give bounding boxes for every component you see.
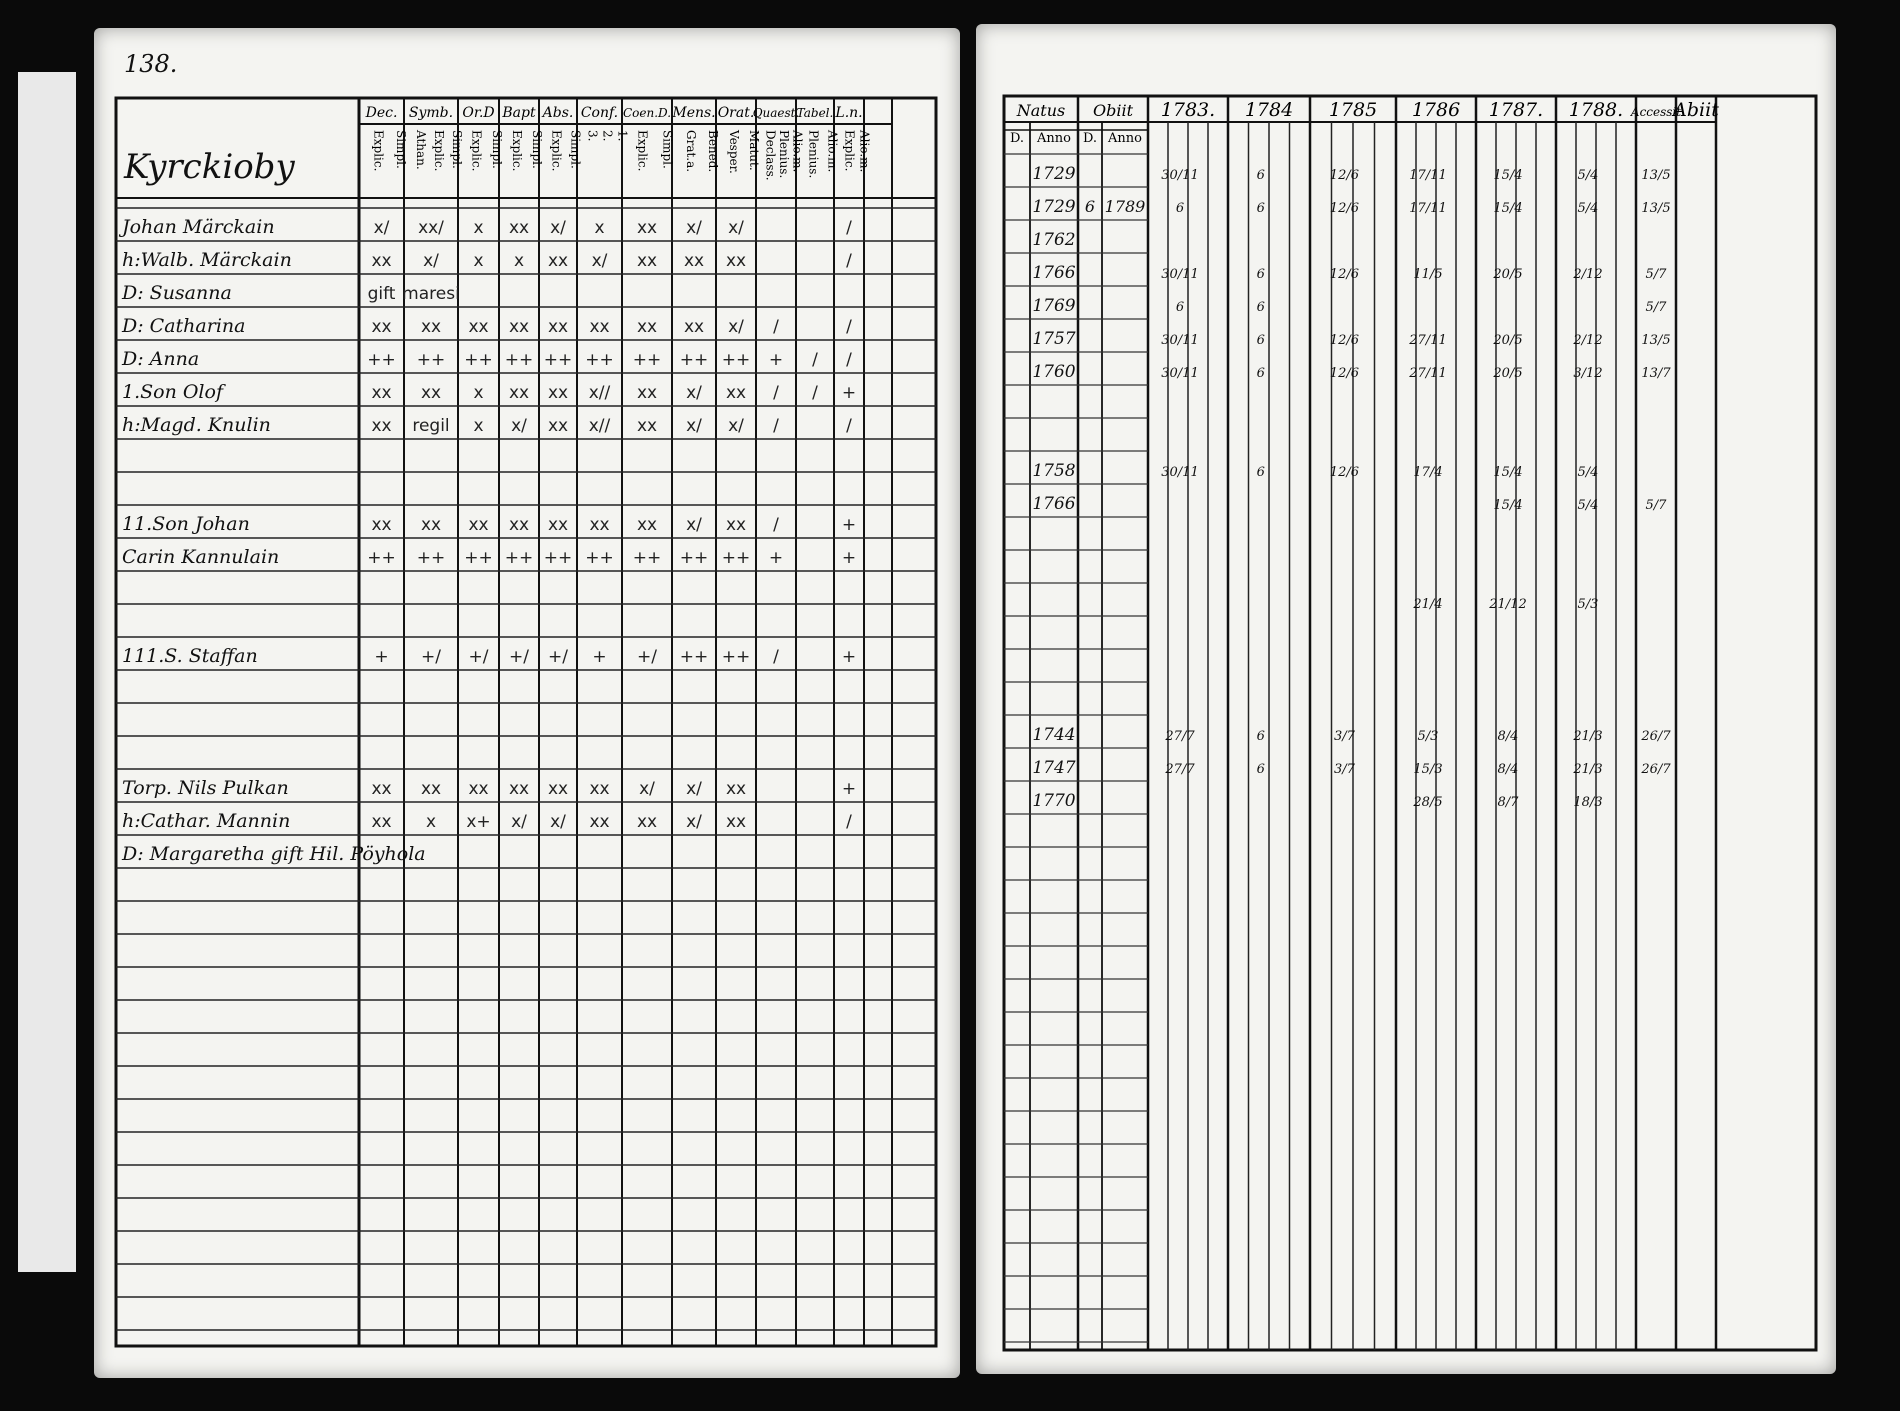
communion-date: 27/7 (1165, 762, 1195, 777)
catechism-mark: x (425, 812, 437, 832)
column-subheader: Alio.m. (825, 130, 840, 173)
communion-date: 12/6 (1329, 267, 1360, 282)
accessit-date: 5/7 (1645, 498, 1667, 513)
column-header: 1783. (1160, 99, 1216, 121)
catechism-mark: xx (683, 317, 705, 337)
communion-date: 27/11 (1409, 333, 1447, 348)
column-subheader: Simpl. (393, 130, 408, 169)
catechism-mark: xx (725, 779, 747, 799)
catechism-mark: ++ (464, 350, 493, 370)
communion-date: 6 (1175, 300, 1185, 315)
person-name: h:Magd. Knulin (122, 414, 271, 436)
communion-date: 30/11 (1161, 168, 1199, 183)
column-subheader: 3. (585, 130, 600, 142)
person-name: D: Susanna (122, 282, 232, 304)
communion-date: 11/5 (1413, 267, 1443, 282)
person-name: 1.Son Olof (122, 381, 223, 403)
accessit-date: 26/7 (1641, 729, 1671, 744)
catechism-mark: / (812, 383, 818, 403)
column-header: Orat. (717, 105, 755, 121)
birth-year: 1757 (1032, 329, 1076, 349)
catechism-mark: ++ (632, 548, 662, 568)
column-subheader: Explic. (549, 130, 564, 172)
column-header: Abiit (1673, 99, 1719, 121)
column-subheader: Anno (1108, 131, 1142, 146)
accessit-date: 13/5 (1641, 168, 1671, 183)
communion-date: 28/5 (1413, 795, 1443, 810)
catechism-mark: xx (636, 317, 658, 337)
page-number: 138. (124, 50, 178, 78)
catechism-mark: + (768, 350, 784, 370)
catechism-mark: + (768, 548, 784, 568)
column-header: Abs. (542, 105, 574, 121)
column-subheader: Explic. (469, 130, 484, 172)
catechism-mark: xx (725, 515, 747, 535)
communion-date: 20/5 (1493, 366, 1523, 381)
column-subheader: Simpl. (450, 130, 464, 169)
communion-date: 8/4 (1497, 729, 1519, 744)
catechism-mark: xx (468, 779, 489, 799)
catechism-mark: ++ (721, 647, 751, 667)
catechism-mark: xx (589, 779, 610, 799)
death-day: 6 (1084, 197, 1096, 216)
catechism-mark: xx (508, 218, 530, 238)
catechism-mark: ++ (504, 350, 534, 370)
catechism-mark: xx (636, 812, 658, 832)
column-subheader: Explic. (635, 130, 650, 172)
catechism-mark: / (846, 317, 852, 337)
catechism-mark: ++ (721, 548, 751, 568)
catechism-mark: x/ (686, 416, 702, 436)
catechism-mark: xx (636, 218, 658, 238)
column-subheader: Simpl. (530, 130, 544, 169)
catechism-mark: xx (371, 812, 392, 832)
catechism-mark: xx (508, 779, 530, 799)
catechism-mark: x/ (728, 416, 744, 436)
catechism-mark: +/ (509, 647, 529, 667)
column-subheader: Vesper. (727, 130, 741, 174)
catechism-mark: ++ (367, 548, 396, 568)
background-strip (18, 72, 76, 1272)
catechism-mark: x/ (686, 515, 702, 535)
person-name: Carin Kannulain (122, 546, 280, 568)
catechism-mark: ++ (679, 350, 709, 370)
communion-date: 17/4 (1413, 465, 1443, 480)
communion-date: 21/4 (1413, 597, 1443, 612)
column-header: 1786 (1411, 99, 1461, 121)
column-subheader: Simpl. (489, 130, 504, 169)
communion-date: 6 (1256, 333, 1265, 348)
catechism-mark: x/ (591, 251, 608, 271)
table-border (1004, 96, 1816, 1350)
right-page (976, 24, 1836, 1374)
catechism-mark: ++ (543, 350, 573, 370)
communion-date: 15/4 (1493, 465, 1523, 480)
catechism-mark: x/ (639, 779, 655, 799)
person-name: D: Anna (122, 348, 200, 370)
accessit-date: 26/7 (1641, 762, 1671, 777)
catechism-mark: x/ (686, 383, 702, 403)
column-subheader: Plenius. (806, 130, 821, 179)
communion-date: 30/11 (1161, 267, 1199, 282)
communion-date: 8/7 (1497, 795, 1519, 810)
catechism-mark: ++ (632, 350, 662, 370)
column-header: Or.D (462, 105, 495, 121)
catechism-mark: x/ (686, 812, 702, 832)
catechism-mark: xx (589, 317, 610, 337)
column-header: Conf. (580, 105, 619, 121)
catechism-mark: xx (547, 383, 569, 403)
communion-date: 3/7 (1333, 762, 1355, 777)
catechism-mark: / (846, 218, 852, 238)
catechism-mark: ++ (585, 548, 614, 568)
catechism-mark: xx (547, 416, 569, 436)
column-header: Coen.D. (622, 106, 672, 120)
catechism-mark: x/ (686, 218, 702, 238)
catechism-mark: + (841, 548, 857, 568)
column-header: 1785 (1328, 99, 1378, 121)
column-subheader: Plenius. (777, 130, 791, 179)
communion-date: 12/6 (1329, 168, 1360, 183)
communion-date: 2/12 (1573, 333, 1603, 348)
communion-date: 15/3 (1413, 762, 1443, 777)
catechism-mark: xx (636, 251, 658, 271)
catechism-mark: x/ (686, 779, 702, 799)
catechism-mark: maresi (402, 284, 460, 304)
catechism-mark: xx (725, 812, 747, 832)
communion-date: 30/11 (1161, 465, 1199, 480)
communion-date: 6 (1256, 465, 1265, 480)
catechism-mark: +/ (637, 647, 657, 667)
catechism-mark: / (846, 416, 852, 436)
catechism-mark: x/ (728, 317, 744, 337)
column-header: Accessit (1630, 105, 1682, 119)
column-subheader: Alio.m. (857, 130, 872, 173)
accessit-date: 13/5 (1641, 201, 1671, 216)
catechism-mark: xx (547, 251, 569, 271)
communion-date: 6 (1256, 762, 1265, 777)
column-subheader: Simpl. (568, 130, 583, 169)
birth-year: 1747 (1032, 758, 1076, 778)
catechism-mark: xx (683, 251, 705, 271)
catechism-mark: + (841, 647, 857, 667)
catechism-mark: xx (547, 317, 569, 337)
catechism-mark: xx (420, 317, 442, 337)
catechism-mark: xx (371, 779, 392, 799)
birth-year: 1758 (1032, 461, 1076, 481)
column-header: Natus (1016, 101, 1066, 120)
catechism-mark: xx (547, 515, 569, 535)
communion-date: 12/6 (1329, 201, 1360, 216)
communion-date: 17/11 (1409, 168, 1447, 183)
communion-date: 3/12 (1573, 366, 1603, 381)
catechism-mark: x+ (466, 812, 491, 832)
communion-date: 5/4 (1577, 498, 1599, 513)
catechism-mark: xx (371, 251, 392, 271)
person-name: D: Catharina (122, 315, 246, 337)
column-header: Tabel. (796, 106, 834, 120)
catechism-mark: x (513, 251, 525, 271)
catechism-mark: xx (589, 812, 610, 832)
communion-date: 12/6 (1329, 366, 1360, 381)
catechism-mark: + (841, 383, 857, 403)
column-subheader: Bened. (706, 130, 720, 173)
communion-date: 15/4 (1493, 201, 1523, 216)
catechism-mark: / (812, 350, 818, 370)
communion-date: 6 (1256, 300, 1265, 315)
catechism-mark: xx (420, 779, 442, 799)
birth-year: 1729 (1032, 164, 1076, 184)
column-header: 1788. (1568, 99, 1624, 121)
catechism-mark: +/ (468, 647, 489, 667)
communion-date: 21/3 (1573, 729, 1603, 744)
communion-date: 20/5 (1493, 267, 1523, 282)
catechism-mark: xx (468, 515, 489, 535)
catechism-mark: xx (725, 383, 747, 403)
accessit-date: 5/7 (1645, 300, 1667, 315)
person-name: Torp. Nils Pulkan (122, 777, 289, 799)
communion-date: 5/4 (1577, 465, 1599, 480)
catechism-mark: / (773, 416, 779, 436)
catechism-mark: + (374, 647, 389, 667)
left-register-table (94, 28, 960, 1378)
catechism-mark: xx (468, 317, 489, 337)
birth-year: 1729 (1032, 197, 1076, 217)
catechism-mark: gift (367, 284, 396, 304)
communion-date: 8/4 (1497, 762, 1519, 777)
person-name: D: Margaretha gift Hil. Pöyhola (122, 843, 426, 865)
person-name: h:Cathar. Mannin (122, 810, 291, 832)
catechism-mark: xx (725, 251, 747, 271)
catechism-mark: ++ (367, 350, 396, 370)
communion-date: 3/7 (1333, 729, 1355, 744)
catechism-mark: ++ (416, 548, 446, 568)
catechism-mark: x/ (728, 218, 744, 238)
column-subheader: Declass. (763, 130, 778, 181)
catechism-mark: / (773, 383, 779, 403)
catechism-mark: xx/ (418, 218, 444, 238)
column-header: Dec. (365, 105, 398, 121)
accessit-date: 5/7 (1645, 267, 1667, 282)
person-name: h:Walb. Märckain (122, 249, 292, 271)
communion-date: 15/4 (1493, 168, 1523, 183)
catechism-mark: ++ (585, 350, 614, 370)
communion-date: 15/4 (1493, 498, 1523, 513)
catechism-mark: / (773, 647, 779, 667)
person-name: Johan Märckain (122, 216, 275, 238)
column-subheader: 2. (600, 130, 615, 142)
communion-date: 12/6 (1329, 465, 1360, 480)
column-subheader: Explic. (842, 130, 857, 172)
column-subheader: Athan. (414, 130, 428, 170)
catechism-mark: x// (588, 416, 611, 436)
catechism-mark: + (841, 515, 857, 535)
column-header: Mens. (672, 105, 716, 121)
catechism-mark: +/ (548, 647, 568, 667)
catechism-mark: xx (636, 383, 658, 403)
column-header: Quaest. (752, 106, 800, 120)
catechism-mark: xx (371, 515, 392, 535)
column-header: L.n. (835, 105, 863, 121)
communion-date: 30/11 (1161, 333, 1199, 348)
catechism-mark: xx (371, 416, 392, 436)
column-subheader: Explic. (432, 130, 446, 172)
communion-date: 27/7 (1165, 729, 1195, 744)
catechism-mark: x (473, 383, 484, 403)
column-subheader: Alio.m. (790, 130, 805, 173)
catechism-mark: xx (508, 515, 530, 535)
birth-year: 1770 (1032, 791, 1076, 811)
column-subheader: D. (1009, 131, 1025, 146)
catechism-mark: ++ (679, 548, 709, 568)
communion-date: 6 (1256, 729, 1265, 744)
catechism-mark: x/ (373, 218, 390, 238)
column-subheader: Explic. (371, 130, 386, 172)
column-header: 1787. (1488, 99, 1544, 121)
catechism-mark: ++ (679, 647, 709, 667)
communion-date: 2/12 (1573, 267, 1603, 282)
catechism-mark: / (846, 812, 852, 832)
catechism-mark: xx (420, 383, 442, 403)
catechism-mark: x// (588, 383, 611, 403)
column-subheader: D. (1082, 131, 1098, 146)
catechism-mark: x (594, 218, 605, 238)
communion-date: 6 (1256, 168, 1265, 183)
communion-date: 5/3 (1417, 729, 1439, 744)
catechism-mark: x (473, 251, 484, 271)
catechism-mark: +/ (421, 647, 441, 667)
catechism-mark: x/ (511, 812, 527, 832)
catechism-mark: ++ (464, 548, 493, 568)
catechism-mark: xx (508, 317, 530, 337)
column-header: Bapt (502, 105, 536, 121)
catechism-mark: xx (636, 416, 658, 436)
village-title: Kyrckioby (124, 147, 295, 187)
communion-date: 21/3 (1573, 762, 1603, 777)
birth-year: 1762 (1032, 230, 1076, 250)
communion-date: 6 (1256, 267, 1265, 282)
column-subheader: Simpl. (660, 130, 675, 169)
column-header: 1784 (1244, 99, 1294, 121)
death-year: 1789 (1104, 197, 1146, 216)
catechism-mark: xx (371, 317, 392, 337)
catechism-mark: ++ (504, 548, 534, 568)
communion-date: 6 (1256, 366, 1265, 381)
communion-date: 6 (1256, 201, 1265, 216)
column-subheader: Explic. (510, 130, 524, 172)
column-header: Obiit (1092, 101, 1134, 120)
right-register-table (976, 24, 1836, 1374)
catechism-mark: + (841, 779, 857, 799)
catechism-mark: x/ (550, 812, 566, 832)
column-header: Symb. (408, 105, 454, 121)
catechism-mark: xx (371, 383, 392, 403)
catechism-mark: x/ (423, 251, 439, 271)
accessit-date: 13/7 (1641, 366, 1671, 381)
catechism-mark: x/ (511, 416, 527, 436)
birth-year: 1744 (1032, 725, 1076, 745)
catechism-mark: xx (589, 515, 610, 535)
catechism-mark: ++ (721, 350, 751, 370)
catechism-mark: x/ (550, 218, 566, 238)
catechism-mark: regil (412, 416, 450, 436)
catechism-mark: x (473, 218, 484, 238)
birth-year: 1769 (1032, 296, 1076, 316)
communion-date: 18/3 (1573, 795, 1603, 810)
communion-date: 5/4 (1577, 168, 1599, 183)
communion-date: 5/4 (1577, 201, 1599, 216)
catechism-mark: xx (636, 515, 658, 535)
catechism-mark: / (846, 350, 852, 370)
birth-year: 1760 (1032, 362, 1076, 382)
catechism-mark: + (592, 647, 607, 667)
communion-date: 6 (1175, 201, 1185, 216)
communion-date: 20/5 (1493, 333, 1523, 348)
catechism-mark: xx (547, 779, 569, 799)
communion-date: 27/11 (1409, 366, 1447, 381)
column-subheader: Matut. (747, 130, 761, 171)
column-subheader: Grat.a. (684, 130, 698, 173)
table-border (116, 98, 936, 1346)
catechism-mark: xx (420, 515, 442, 535)
communion-date: 5/3 (1577, 597, 1599, 612)
catechism-mark: xx (508, 383, 530, 403)
communion-date: 17/11 (1409, 201, 1447, 216)
birth-year: 1766 (1032, 494, 1076, 514)
communion-date: 30/11 (1161, 366, 1199, 381)
catechism-mark: x (473, 416, 484, 436)
left-page (94, 28, 960, 1378)
communion-date: 12/6 (1329, 333, 1360, 348)
column-subheader: 1. (615, 130, 630, 142)
person-name: 11.Son Johan (122, 513, 250, 535)
catechism-mark: ++ (543, 548, 573, 568)
communion-date: 21/12 (1489, 597, 1527, 612)
birth-year: 1766 (1032, 263, 1076, 283)
person-name: 111.S. Staffan (122, 645, 258, 667)
catechism-mark: / (773, 317, 779, 337)
accessit-date: 13/5 (1641, 333, 1671, 348)
column-subheader: Anno (1037, 131, 1071, 146)
catechism-mark: / (846, 251, 852, 271)
catechism-mark: / (773, 515, 779, 535)
catechism-mark: ++ (416, 350, 446, 370)
